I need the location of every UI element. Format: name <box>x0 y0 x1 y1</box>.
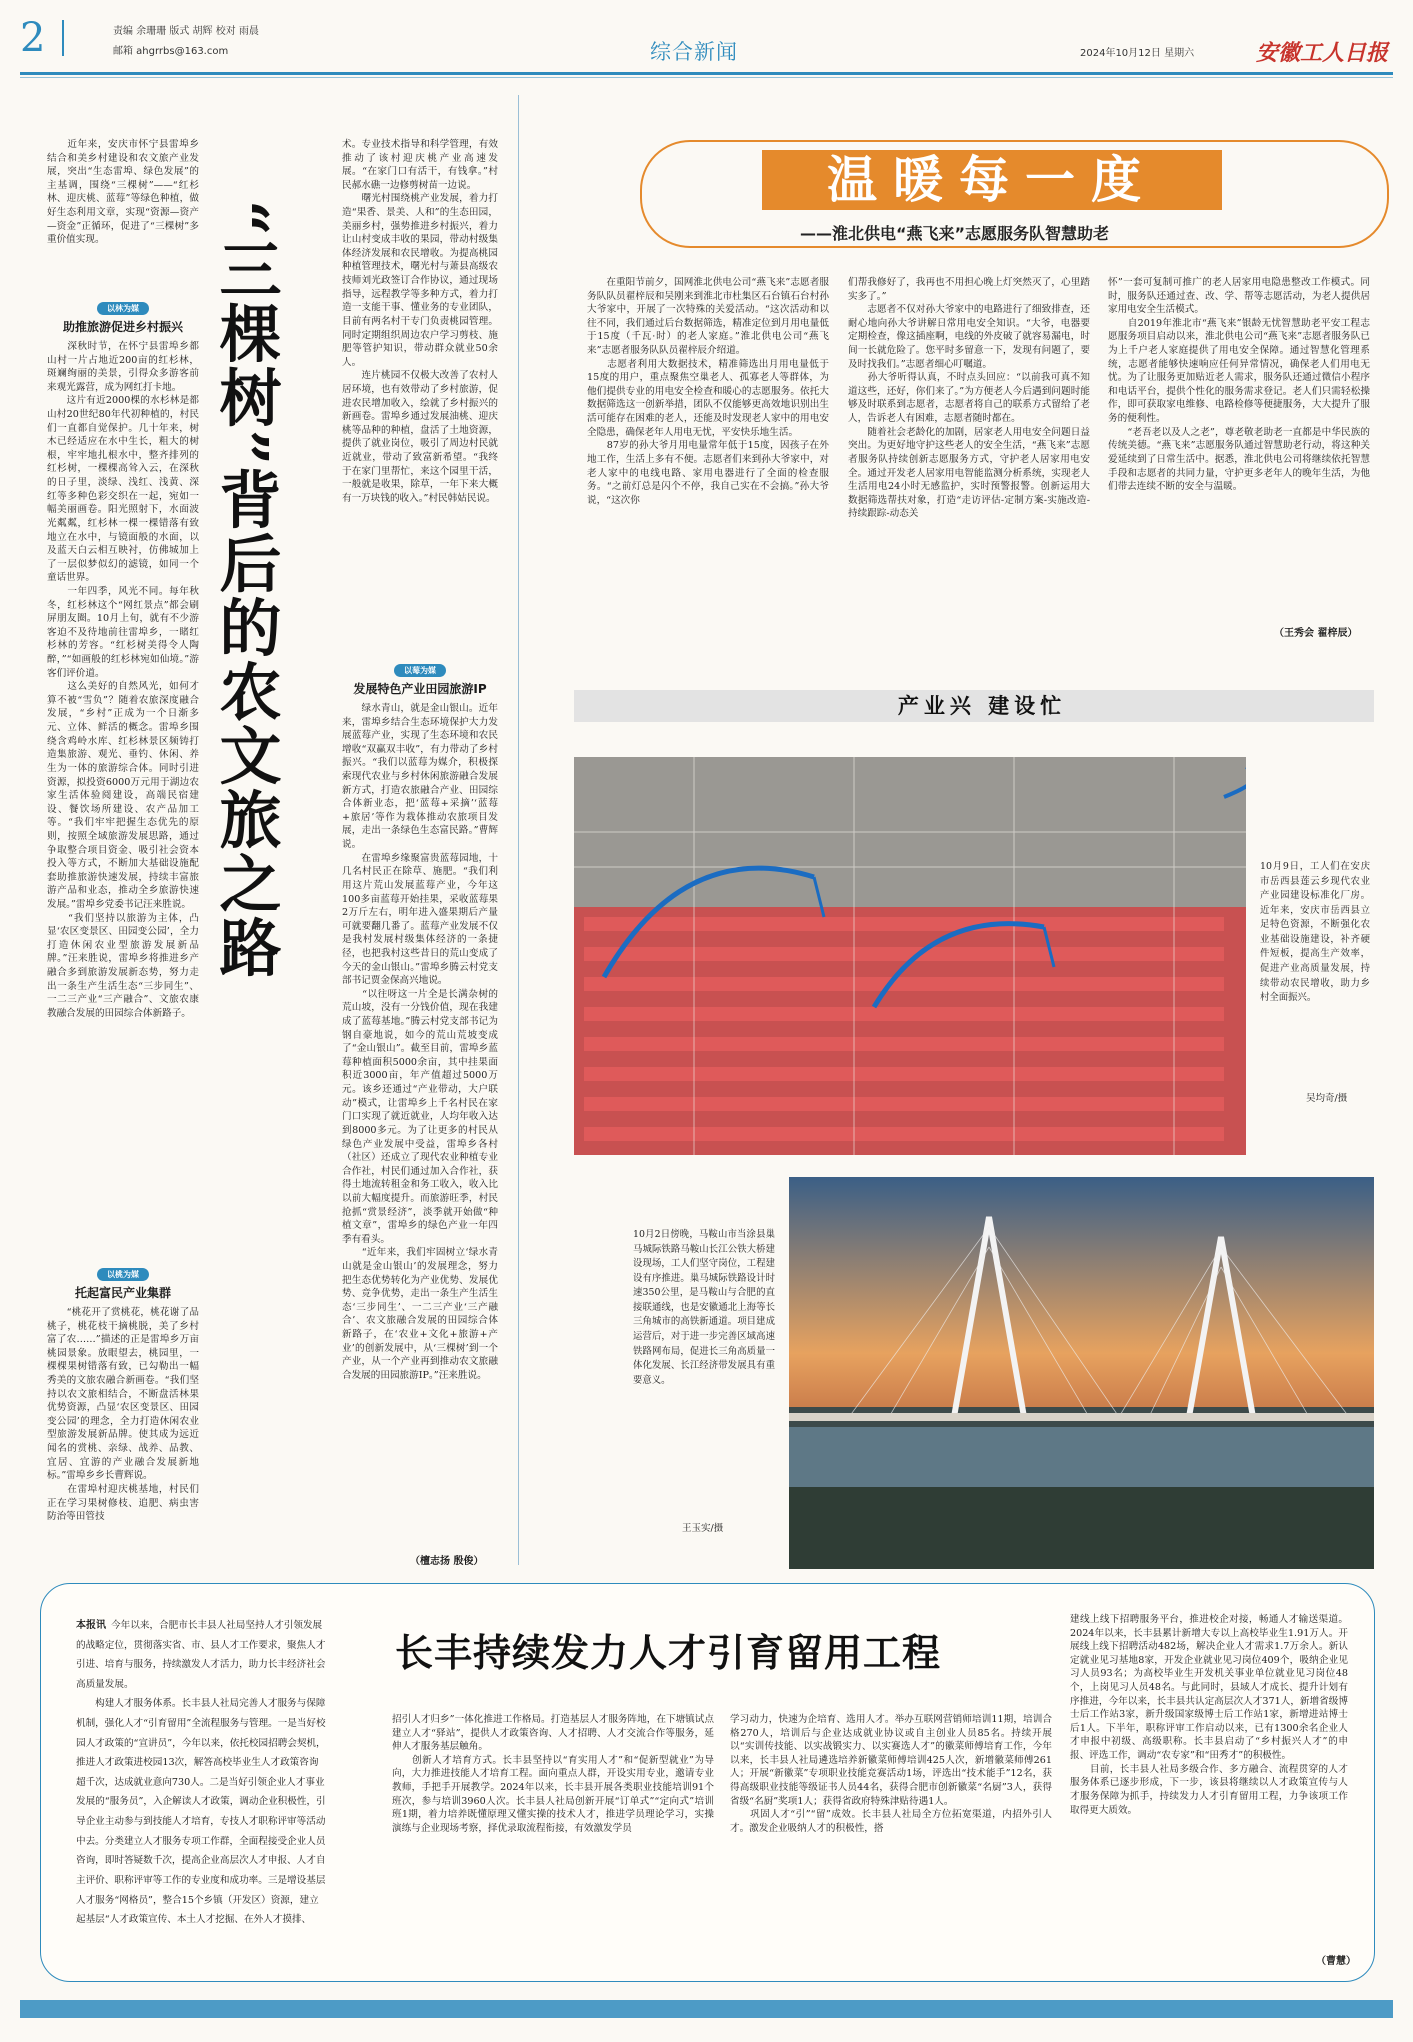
page-number-bar <box>62 20 64 56</box>
issue-date: 2024年10月12日 星期六 <box>1080 48 1195 59</box>
article1-subhead-1-tag <box>47 300 199 315</box>
article1-body-col1b: “桃花开了赏桃花，桃花谢了品桃子，桃花枝干摘桃脱，美了乡村富了农……”描述的正是雷埠乡万亩桃园景象。放眼望去，桃园里，一棵棵果树错落有致，已勾勒出一幅秀美的文旅农融合新画卷。“我们坚持以农文旅相结合，不断盘活林果优势资源，凸显‘农区变景区、田园变公园’的理念，全力打造休闲农业型旅游发展新品牌。使其成为远近闻名的赏桃、亲绿、战养、品教、宜居、宜游的产业融合发展新地标。”雷埠乡乡长曹辉说。 在雷埠村迎庆桃基地，村民们正在学习果树修枝、追肥、病虫害防治等田管技 <box>47 1307 199 1523</box>
photo-credit-1: 吴均奇/摄 <box>1306 1093 1348 1104</box>
newspaper-logo: 安徽工人日报 <box>1256 40 1389 66</box>
article3-body-col2: 招引人才归乡”一体化推进工作格局。打造基层人才服务阵地，在下塘镇试点建立人才“驿站”，提供人才政策咨询、人才招聘、人才交流合作等服务，延伸人才服务基层触角。 创新人才培育方式。长丰县坚持以“育实用人才”和“促新型就业”为导向，大力推进技能人才培育工程。面向重点人群，开设实用专业，邀请专业教师，手把手开展教学。2024年以来，长丰县开展各类职业技能培训91个班次，参与培训3960人次。长丰县人社局创新开展“订单式”“定向式”培训班1期，着力培养既懂原理又懂实操的技术人才，推进学员理论学习，实操演练与企业现场考察，择优录取流程衔接，有效激发学员 <box>392 1714 714 1834</box>
article1-subhead-3-tag <box>342 662 498 677</box>
article3-col1-wrap <box>76 1613 326 1966</box>
article2-body-col1: 在重阳节前夕，国网淮北供电公司“燕飞来”志愿者服务队队员翟梓辰和吴刚来到淮北市杜集区石台镇石台村孙大爷家中，开展了一次特殊的关爱活动。“这次活动和以往不同，我们通过后台数据筛选，精准定位到月用电量低于15度（千瓦·时）的老人家庭。”淮北供电公司“燕飞来”志愿者服务队队员翟梓辰介绍道。 志愿者利用大数据技术，精准筛选出月用电量低于15度的用户，重点聚焦空巢老人、孤寡老人等群体，为他们提供专业的用电安全检查和暖心的志愿服务。依托大数据筛选这一创新举措，团队不仅能够更高效地识别出生活可能存在困难的老人，还能及时发现老人家中的用电安全隐患，确保老年人用电无忧，平安快乐地生活。 87岁的孙大爷月用电量常年低于15度，因孩子在外地工作，生活上多有不便。志愿者们来到孙大爷家中，对老人家中的电线电路、家用电器进行了全面的检查服务。“之前灯总是闪个不停，我自己实在不会搞。”孙大爷说，“这次你 <box>587 277 829 506</box>
column-divider-left <box>518 95 519 1565</box>
page-number: 2 <box>20 15 46 61</box>
article3-lead-label: 本报讯 <box>76 1620 106 1631</box>
article1-byline: （檀志扬 殷俊） <box>410 1556 484 1567</box>
article1-intro: 近年来，安庆市怀宁县雷埠乡结合和美乡村建设和农文旅产业发展，突出“生态雷埠、绿色发展”的主基调，围绕“三棵树”——“红杉林、迎庆桃、蓝莓”等绿色种植，做好生态利用文章，实现“资源—资产—资金”正循环，促进了“三棵树”多重价值实现。 <box>47 139 199 246</box>
page-bottom-band <box>20 2000 1393 2018</box>
photo-factory-construction <box>574 757 1246 1155</box>
photo-caption-2: 10月2日傍晚，马鞍山市当涂县巢马城际铁路马鞍山长江公铁大桥建设现场，工人们坚守岗位，工程建设有序推进。巢马城际铁路设计时速350公里，是马鞍山与合肥的直接联通线，也是安徽通北上海等长三角城市的高铁新通道。项目建成运营后，对于进一步完善区域高速铁路网布局，促进长三角高质量一体化发展、长江经济带发展具有重要意义。 <box>633 1229 775 1386</box>
article1-subhead-2: 托起富民产业集群 <box>74 1286 171 1300</box>
article3-body-col3: 学习动力，快速为企培育、选用人才。举办互联网营销师培训11期，培训合格270人，培训后与企业达成就业协议或自主创业人员85名。持续开展以“实训传技能、以实战锻实力、以实赛选人才”的徽菜师傅培育工作，今年以来，长丰县人社局遴选培养新徽菜师傅培训425人次，新增徽菜师傅261人；开展“新徽菜”专项职业技能竞赛活动1场，评选出“技术能手”12名，获得高级职业技能等级证书人员44名，获得合肥市创新徽菜“名厨”3人，获得省级“名厨”奖项1人；获得省政府特殊津贴待遇1人。 巩固人才“引”“留”成效。长丰县人社局全方位拓宽渠道，内招外引人才。激发企业吸纳人才的积极性，搭 <box>730 1714 1052 1834</box>
article1-tag-1: 以林为媒 <box>97 302 149 315</box>
article3-body-col1: 今年以来，合肥市长丰县人社局坚持人才引领发展的战略定位，贯彻落实省、市、县人才工作要求，聚焦人才引进、培育与服务，持续激发人才活力，助力长丰经济社会高质量发展。 构建人才服务体系。长丰县人社局完善人才服务与保障机制，强化人才“引育留用”全流程服务与管理。一是当好校园人才政策的“宣讲员”，今年以来，依托校园招聘会契机，推进人才政策进校园13次，解答高校毕业生人才政策咨询超千次，达成就业意向730人。二是当好引领企业人才事业发展的“服务员”，入企解读人才政策，调动企业积极性，引导企业主动参与到技能人才培育，专技人才职称评审等活动中去。分类建立人才服务专项工作群，全面程接受企业人员咨询，即时答疑数千次，提高企业高层次人才申报、人才自主评价、职称评审等工作的专业度和成功率。三是增设基层人才服务“网格员”，整合15个乡镇（开发区）资源，建立起基层“人才政策宣传、本土人才挖掘、在外人才摸排、 <box>76 1620 326 1926</box>
article3-headline: 长丰持续发力人才引育留用工程 <box>395 1630 942 1675</box>
article2-body-col2: 们帮我修好了，我再也不用担心晚上灯突然灭了，心里踏实多了。” 志愿者不仅对孙大爷家中的电路进行了细致排查，还耐心地向孙大爷讲解日常用电安全知识。“大爷，电器要定期检查，像这插座啊，电线的外皮破了就容易漏电，时间一长就危险了。您平时多留意一下，发现有问题了，要及时找我们。”志愿者细心叮嘱道。 孙大爷听得认真，不时点头回应：“以前我可真不知道这些，还好，你们来了。”为方便老人今后遇到问题时能够及时联系到志愿者，志愿者将自己的联系方式留给了老人，告诉老人有困难，志愿者随时都在。 随着社会老龄化的加剧，居家老人用电安全问题日益突出。为更好地守护这些老人的安全生活，“燕飞来”志愿者服务队持续创新志愿服务方式，守护老人居家用电安全。通过开发老人居家用电智能监测分析系统，实现老人生活用电24小时无感监护，实时预警报警。创新运用大数据筛选帮扶对象，打造“走访评估-定制方案-实施改造-持续跟踪-动态关 <box>848 277 1090 520</box>
email: 邮箱 ahgrrbs@163.com <box>113 46 229 57</box>
masthead-rule <box>20 72 1393 75</box>
article1-subhead-2-tag <box>47 1266 199 1281</box>
article1-headline-text: “三棵树”背后的农文旅之路 <box>209 200 282 980</box>
factory-photo-illustration <box>574 757 1246 1155</box>
bridge-photo-illustration <box>789 1177 1374 1569</box>
article3-body-col4: 建线上线下招聘服务平台，推进校企对接，畅通人才输送渠道。2024年以来，长丰县累计新增大专以上高校毕业生1.91万人。开展线上线下招聘活动482场，解决企业人才需求1.7万余人。新认定就业见习基地8家，开发企业就业见习岗位409个，吸纳企业见习人员93名；为高校毕业生开发机关事业单位就业见习岗位48个，上岗见习人员48名。与此同时，县域人才成长、提升计划有序推进，今年以来，长丰县共认定高层次人才371人，新增省级博士后工作站3家，新升级国家级博士后工作站1家，新增进站博士后1人。下半年，职称评审工作启动以来，已有1300余名企业人才申报中初级、高级职称。长丰县启动了“乡村振兴人才”的申报、评选工作，调动“农专家”和“田秀才”的积极性。 目前，长丰县人社局多级合作、多方融合、流程贯穿的人才服务体系已逐步形成，下一步，该县将继续以人才政策宣传与人才服务保障为抓手，持续发力人才引育留用工程，力争该项工作取得更大质效。 <box>1070 1614 1348 1816</box>
article2-banner: 温暖每一度 <box>762 150 1222 210</box>
article1-subhead-1: 助推旅游促进乡村振兴 <box>62 320 183 334</box>
section-title: 综合新闻 <box>650 40 738 64</box>
article1-body-col2: 术。专业技术指导和科学管理，有效推动了该村迎庆桃产业高速发展。“在家门口有活干，有钱拿。”村民郝水礁一边修剪树苗一边说。 曙光村围绕桃产业发展，着力打造“果香、景美、人和”的生态田园，美丽乡村，强势推进乡村振兴，着力让山村变成丰收的果园，带动村级集体经济发展和农民增收。为提高桃园种植管理技术，曙光村与萧县高级农技师刘光政签订合作协议，通过现场指导，远程教学等多种方式，着力打造一支能干事、懂业务的专业团队，目前有两名村干专门负责桃园管理。同时定期组织周边农户学习剪枝、施肥等管护知识，带动群众就业50余人。 连片桃园不仅极大改善了农村人居环境，也有效带动了乡村旅游，促进农民增加收入，绘就了乡村振兴的新画卷。雷埠乡通过发展油桃、迎庆桃等品种的种植，盘活了土地资源，提供了就业岗位，吸引了周边村民就近就业，带动了致富新希望。“我终于在家门里帮忙，来这个园里干活，一般就是收果，除草，一年下来大概有一万块钱的收入。”村民韩姑民说。 <box>342 139 498 504</box>
article1-tag-2: 以桃为媒 <box>97 1268 149 1281</box>
article3-byline: （曹慧） <box>1316 1956 1356 1967</box>
article1-headline <box>209 200 286 990</box>
photo-caption-1: 10月9日，工人们在安庆市岳西县莲云乡现代农业产业园建设标准化厂房。近年来，安庆市岳西县立足特色资源，不断强化农业基础设施建设，补齐硬件短板，提高生产效率，促进产业高质量发展，持续带动农民增收，助力乡村全面振兴。 <box>1260 861 1370 1004</box>
photo-credit-2: 王玉实/摄 <box>682 1523 724 1534</box>
article2-byline: （王秀会 翟梓辰） <box>1274 628 1358 639</box>
article1-body-col1: 深秋时节，在怀宁县雷埠乡都山村一片占地近200亩的红杉林，斑斓绚丽的美景，引得众多游客前来观光露营，成为网红打卡地。 这片有近2000棵的水杉林是都山村20世纪80年代初种植的，村民们一直都自觉保护。几十年来，树木已经适应在水中生长，粗大的树根，牢牢地扎根水中，整齐排列的红杉树，一棵棵高耸入云，在深秋的日子里，淡绿、浅红、浅黄、深红等多种色彩交织在一起，宛如一幅美丽画卷。阳光照射下，水面波光粼粼，红杉林一棵一棵错落有致地立在水中，与镜面般的水面，以及蓝天白云相互映衬，仿佛城加上了一层似梦似幻的滤镜，如同一个童话世界。 一年四季，风光不同。每年秋冬，红杉林这个“网红景点”都会刷屏朋友圈。10月上旬，就有不少游客迫不及待地前往雷埠乡，一睹红杉林的芳容。“红杉树美得令人陶醉，”“如画般的红杉林宛如仙境。”游客们评价道。 这么美好的自然风光，如何才算不被“雪负”？随着农旅深度融合发展，“乡村”正成为一个日渐多元、立体、鲜活的概念。雷埠乡围绕含鸡岭水库、红杉林景区频铸打造集旅游、观光、垂钓、休闲、养生为一体的旅游综合体。同时引进资源，拟投资6000万元用于湖边农家生活体验阅建设，高端民宿建设、餐饮场所建设、农产品加工等。“我们牢牢把握生态优先的原则，按照全域旅游发展思路，通过争取整合项目资金、吸引社会资本投入等方式，不断加大基础设施配套助推旅游快速发展，持续丰富旅游产品和业态，推动全乡旅游快速发展。”雷埠乡党委书记汪来胜说。 “我们坚持以旅游为主体，凸显‘农区变景区、田园变公园’，全力打造休闲农业型旅游发展新品牌。”汪来胜说，雷埠乡将推进乡产融合多到旅游发展新态势，努力走出一条生产生活生态“三步同生”、一二三产业“三产融合”、文旅农康教融合发展的田园综合体新路子。 <box>47 341 199 1019</box>
photo-section-title: 产业兴 建设忙 <box>897 694 1067 718</box>
article1-body-col2b: 绿水青山，就是金山银山。近年来，雷埠乡结合生态环境保护大力发展蓝莓产业，实现了生态环境和农民增收“双赢双丰收”，有力带动了乡村振兴。“我们以蓝莓为媒介，积极探索现代农业与乡村休闲旅游融合发展新方式，打造农旅融合产业、田园综合体新业态，把‘蓝莓+采摘’‘蓝莓+旅居’等作为栽体推动农旅项目发展，走出一条绿色生态富民路。”曹辉说。 在雷埠乡缘聚富贵蓝莓园地，十几名村民正在除草、施肥。“我们利用这片荒山发展蓝莓产业，今年这100多亩蓝莓开始挂果，采收蓝莓果2万斤左右，明年进入盛果期后产量可就要翻几番了。蓝莓产业发展不仅是我村发展村级集体经济的一条捷径，也把我村这些昔日的荒山变成了今天的金山银山。”雷埠乡腾云村党支部书记贾金保高兴地说。 “以往呀这一片全是长满杂树的荒山坡，没有一分钱价值，现在我建成了蓝莓基地。”腾云村党支部书记为钢自豪地说，如今的荒山荒坡变成了“金山银山”。截至目前，雷埠乡蓝莓种植面积5000余亩，其中挂果面积近3000亩，年产值超过5000万元。该乡还通过“产业带动，大户联动”模式，让雷埠乡上千名村民在家门口实现了就近就业，人均年收入达到8000多元。为了让更多的村民从绿色产业发展中受益，雷埠乡各村（社区）还成立了现代农业种植专业合作社，村民们通过加入合作社，获得土地流转租金和务工收入，收入比以前大幅度提升。而旅游旺季，村民抢抓“赏景经济”，淡季就开始做“种植文章”，雷埠乡的绿色产业一年四季有看头。 “近年来，我们牢固树立‘绿水青山就是金山银山’的发展理念，努力把生态优势转化为产业优势、发展优势、竞争优势，走出一条生产生活生态‘三步同生’、一二三产业‘三产融合’、农文旅融合发展的田园综合体新路子，在‘农业+文化+旅游+产业’的创新发展中，从‘三棵树’到一个产业，从一个产业再到推动农文旅融合发展的田园旅游IP。”汪来胜说。 <box>342 703 498 1381</box>
article1-tag-3: 以莓为媒 <box>394 664 446 677</box>
staff-credits: 责编 余珊珊 版式 胡辉 校对 雨晨 <box>113 26 259 37</box>
article2-subtitle: ——淮北供电“燕飞来”志愿服务队智慧助老 <box>800 224 1110 243</box>
article1-subhead-3: 发展特色产业田园旅游IP <box>353 682 487 696</box>
article2-body-col3: 怀”一套可复制可推广的老人居家用电隐患整改工作模式。同时，服务队还通过查、改、学、帮等志愿活动，为老人提供居家用电安全生活模式。 自2019年淮北市“燕飞来”银龄无忧智慧助老平安工程志愿服务项目启动以来，淮北供电公司“燕飞来”志愿者服务队已为上千户老人家庭提供了用电安全保障。通过智慧化管理系统，志愿者能够快速响应任何异常情况，确保老人们用电无忧。为了让服务更加贴近老人需求，服务队还通过微信小程序和电话平台，提供个性化的服务需求登记。老人们只需轻松操作，即可获取家电维修、电路检修等便捷服务，大大提升了服务的便利性。 “老吾老以及人之老”，尊老敬老助老一直都是中华民族的传统美德。“燕飞来”志愿服务队通过智慧助老行动，将这种关爱延续到了日常生活中。据悉，淮北供电公司将继续依托智慧手段和志愿者的共同力量，守护更多老年人的晚年生活，为他们带去连续不断的安全与温暖。 <box>1108 277 1370 493</box>
masthead-rule-thin <box>20 77 1393 78</box>
photo-bridge-construction <box>789 1177 1374 1569</box>
